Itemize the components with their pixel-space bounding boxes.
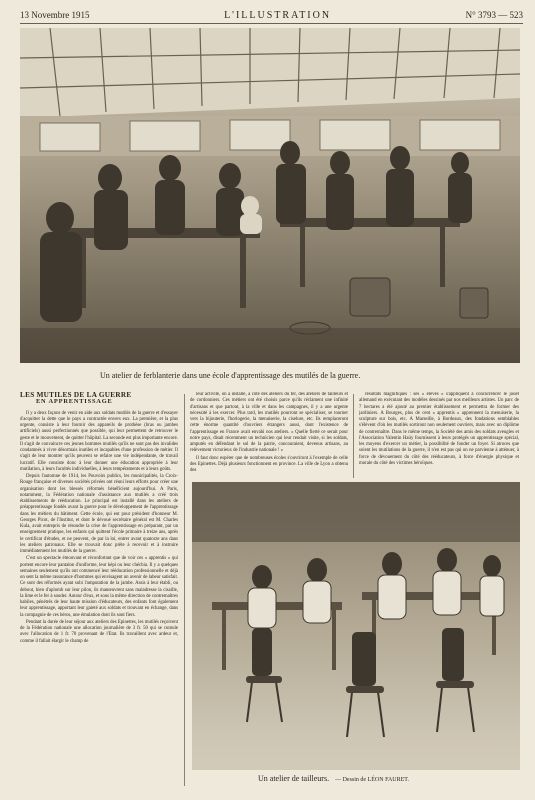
paragraph: C'est un spectacle émouvant et réconfortant que de voir ces « apprentis » qui portent encore leur pantalon d'uniforme, leur képi ou leur chéchia. Il y a quelques semaines seulement qu'ils ont commencé leur rééducation professionnelle et déjà on sent la même rassurance d'hommes qui envisagent un avenir de labeur satisfait. Ce sont des réformés ayant subi l'amputation de la jambe. Assis à leur établi, ou debout, bien d'aplomb sur leur pilon, ils manœuvrent sans maladresse la cisaille, la lime et le fer à souder. Autour d'eux, et sous la même direction de contremaîtres habiles, pénétrés de leur haute mission d'éducateurs, des enfants font également leur apprentissage, apportant leur gaieté aux soldats et trouvant en échange, dans la compagnie de ces héros, une émulation dont ils sont fiers.	[20, 556, 178, 618]
bottom-illustration-caption	[258, 774, 409, 783]
column-divider	[353, 394, 354, 478]
article-title: LES MUTILÉS DE LA GUERRE	[20, 392, 132, 399]
workshop-engraving	[20, 28, 520, 363]
article-column-1	[20, 392, 178, 790]
paragraph: Depuis l'automne de 1914, les Pouvoirs publics, les municipalités, la Croix-Rouge française et diverses sociétés privées ont réuni leurs efforts pour créer une organisation dont les blessés réformés bénéficient aujourd'hui. A Paris, notamment, la Fédération nationale d'assistance aux mutilés a créé trois établissements de rééducation. Le principal est installé dans les ateliers de préapprentissage fondés avant la guerre pour le développement de l'apprentissage dans les métiers du bâtiment. Cette école, qui eut pour président d'honneur M. Georges Picot, de l'Institut, et dont le dévoué secrétaire général est M. Charles Kula, avait entrepris de résoudre la crise de l'apprentissage en préparant, par un enseignement pratique, les enfants qui quittent l'école primaire à treize ans, après le certificat d'études, et ne peuvent, de par la loi, entrer avant quatorze ans dans les ateliers patronaux. Elle se trouvait donc prête à recevoir et à instruire immédiatement les mutilés de la guerre.	[20, 474, 178, 554]
paragraph: Pendant la durée de leur séjour aux ateliers des Epinettes, les mutilés reçoivent de la Fédération nationale une allocation journalière de 3 fr. 50 qui se cumule avec l'allocation de 1 fr. 70 provenant de l'Etat. Ils travaillent avec ardeur et, comme il fallait élargir le champ de	[20, 619, 178, 644]
caption-credit: — Dessin de LÉON FAURET.	[335, 777, 410, 783]
page-header	[20, 8, 523, 22]
paragraph: résultats magnifiques : ses « élèves » s'appliquent à concurrencer le jouet allemand en exécutant des modèles dessinés par nos meilleurs artistes. Un parc de 7 hectares a été ajouté au premier établissement et permettra de former des jardiniers. A Bourges, plus de cent « apprentis » apprennent la menuiserie, la sculpture sur bois, etc. A Marseille, à Bordeaux, des fondations semblables s'élèvent d'où les mutilés sortiront non seulement ouvriers, mais avec un diplôme de contremaître. Dans le même temps, la Société des amis des soldats aveugles et l'Association Valentin Haüy fournissent à leurs protégés un apprentissage spécial, les moyens d'exercer un métier, la possibilité de fonder un foyer. Si atroces que soient les mutilations de la guerre, il n'en est pas qui on ne parvienne à atténuer, à force de dévouement du côté des rééducateurs, à force d'énergie physique et morale du côté des victimes héroïques.	[359, 392, 519, 466]
article-column-2	[190, 392, 348, 476]
header-date: 13 Novembre 1915	[20, 10, 90, 20]
paragraph: Il y a deux façons de venir en aide aux soldats mutilés de la guerre et d'essayer d'acquitter la dette que le pays a contractée envers eux. La première, et la plus urgente, consiste à leur fournir des appareils de prothèse (bras ou jambes artificiels) aussi perfectionnés que possible, qui leur permettent de retrouver le geste et le mouvement, de quitter l'hôpital. La seconde est plus importante encore. Il s'agit de convaincre ces jeunes hommes mutilés qu'ils ne sont pas des invalides condamnés à vivre désormais inutiles et incapables d'une profession de métier. Il s'agit de leur montrer qu'ils peuvent se refaire une vie indépendante, de travail lucratif. Elle consiste donc à leur donner une éducation appropriée à leur mutilation, à leurs facultés individuelles, à leurs tempéraments et à leurs goûts.	[20, 410, 178, 472]
article-column-3	[359, 392, 519, 476]
paragraph: leur activité, on a installé, à côté des ateliers du fer, des ateliers de tailleurs et de cordonniers. Ces métiers ont été choisis parce qu'ils réclament une infinité d'artisans et que partout, à la ville et dans les campagnes, il y a une urgente nécessité à les exercer. Plus tard, les mutilés pourront se spécialiser, se tourner vers la bijouterie, l'horlogerie, la menuiserie, la ciselure, etc. Ils remplaceront cette énorme quantité d'ouvriers étrangers aussi, dont l'existence de l'apprentissage en France avait envahi nos ateliers. « Quelle fierté ce serait pour notre pays, disait récemment un technicien qui leur rendait visite, si les soldats, amputés en défendant le sol de la patrie, concouraient, devenus artisans, au relèvement victorieux de l'industrie nationale ! »	[190, 392, 348, 454]
tin-workshop-illustration	[20, 28, 520, 363]
header-title: L'ILLUSTRATION	[224, 9, 332, 21]
caption-text: Un atelier de tailleurs.	[258, 774, 330, 783]
article-subtitle: EN APPRENTISSAGE	[36, 398, 113, 406]
tailors-engraving	[192, 482, 520, 770]
tailors-workshop-illustration	[192, 482, 520, 770]
top-illustration-caption: Un atelier de ferblanterie dans une école d'apprentissage des mutilés de la guerre.	[100, 371, 361, 380]
paragraph: Il faut donc espérer que de nombreuses écoles s'ouvriront à l'exemple de celle des Epinettes. Déjà plusieurs fonctionnent en province. La ville de Lyon a obtenu des	[190, 455, 348, 473]
column-divider	[184, 394, 185, 786]
header-issue: N° 3793 — 523	[465, 10, 523, 20]
header-rule	[20, 23, 523, 24]
